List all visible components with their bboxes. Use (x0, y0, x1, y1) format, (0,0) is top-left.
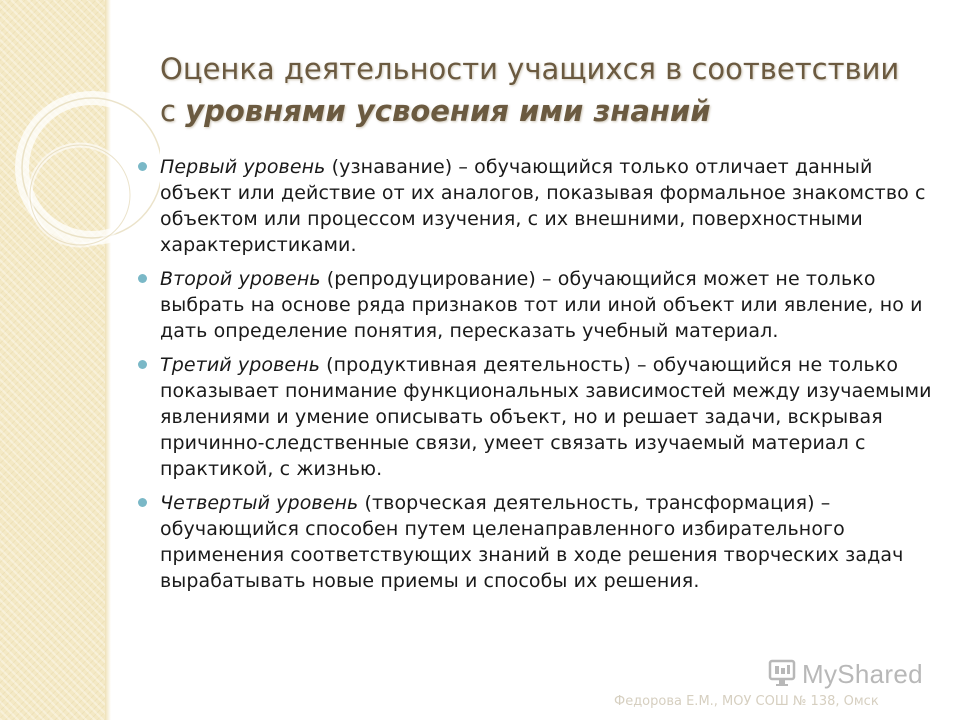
monitor-logo-icon (768, 658, 798, 688)
level-term: Четвертый уровень (160, 492, 359, 514)
level-description: (узнавание) – обучающийся только отличает данный объект или действие от их аналогов, показывая формальное знакомство с объектом или процессом изучения, с их внешними, поверхностными характеристиками. (160, 156, 926, 256)
bullet-icon (138, 274, 147, 283)
level-description: (творческая деятельность, трансформация) – обучающийся способен путем целенаправленного избирательного применения соответствующих знаний в ходе решения творческих задач вырабатывать новые приемы и способы их решения. (160, 492, 904, 592)
bullet-icon (138, 360, 147, 369)
list-item (132, 154, 932, 258)
level-term: Первый уровень (160, 156, 326, 178)
list-item (132, 352, 932, 482)
bullet-icon (138, 498, 147, 507)
level-term: Третий уровень (160, 354, 320, 376)
bullet-icon (138, 162, 147, 171)
watermark-text: MyShared (802, 659, 923, 689)
level-term: Второй уровень (160, 268, 321, 290)
myshared-watermark (768, 658, 938, 692)
list-item (132, 266, 932, 344)
title-prefix: с (160, 94, 186, 128)
levels-list (132, 154, 932, 602)
footer-author: Федорова Е.М., МОУ СОШ № 138, Омск (614, 694, 879, 709)
level-description: (продуктивная деятельность) – обучающийся не только показывает понимание функциональных зависимостей между изучаемыми явлениями и умение описывать объект, но и решает задачи, вскрывая причинно-следственные связи, умеет связать изучаемый материал с практикой, с жизнью. (160, 354, 932, 480)
title-emphasis: уровнями усвоения ими знаний (185, 94, 711, 128)
level-description: (репродуцирование) – обучающийся может не только выбрать на основе ряда признаков тот или иной объект или явление, но и дать определение понятия, пересказать учебный материал. (160, 268, 923, 342)
list-item (132, 490, 932, 594)
title-line-1: Оценка деятельности учащихся в соответствии (160, 52, 900, 86)
slide-title (160, 48, 940, 132)
